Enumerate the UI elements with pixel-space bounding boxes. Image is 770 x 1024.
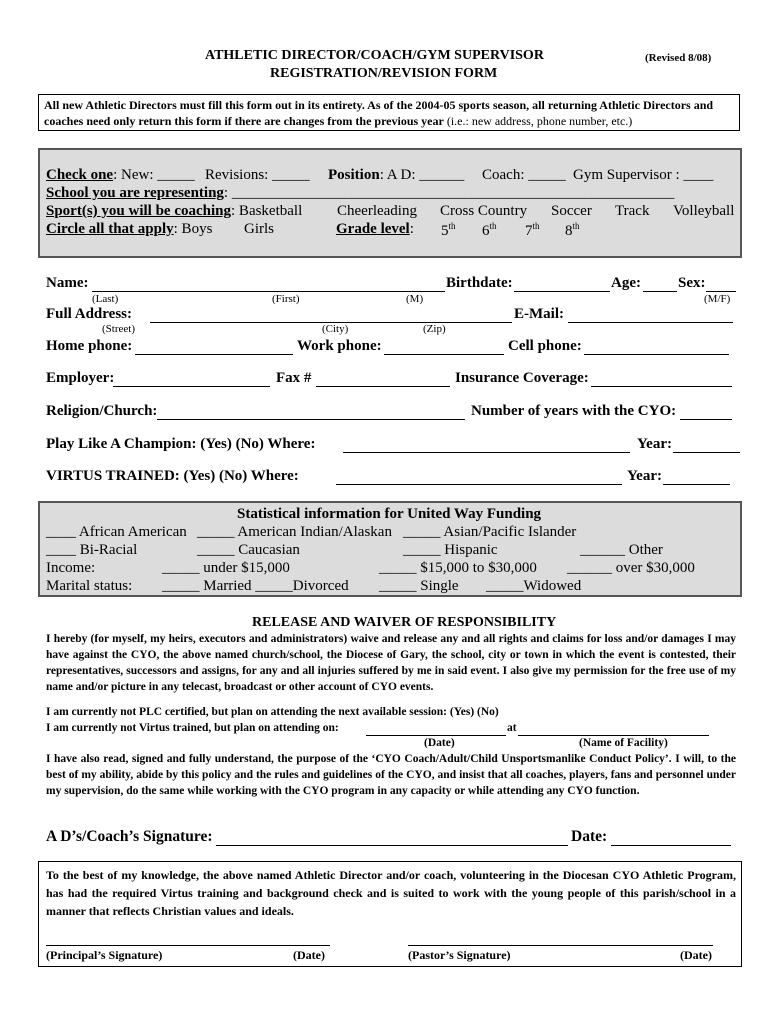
sport-cross-country[interactable]: Cross Country — [440, 203, 528, 219]
work-phone-field[interactable] — [384, 354, 504, 355]
employer-field[interactable] — [113, 386, 270, 387]
income-under-15000[interactable]: _____ under $15,000 — [162, 560, 290, 576]
sport-soccer[interactable]: Soccer — [551, 203, 592, 219]
age-field[interactable] — [643, 291, 677, 292]
at-label: at — [507, 722, 517, 734]
race-other[interactable]: ______ Other — [580, 542, 663, 558]
ad-option[interactable]: : A D: ______ — [379, 167, 465, 183]
work-phone-label: Work phone: — [297, 338, 382, 354]
signature-date-field[interactable] — [611, 845, 731, 846]
signature-label: A D’s/Coach’s Signature: — [46, 828, 213, 845]
notice-plain-text: (i.e.: new address, phone number, etc.) — [443, 114, 633, 128]
years-cyo-field[interactable] — [680, 419, 732, 420]
circle-row — [46, 221, 212, 238]
position-row — [328, 167, 464, 184]
signature-field[interactable] — [216, 845, 568, 846]
grade-7[interactable] — [525, 221, 540, 240]
email-label: E-Mail: — [514, 306, 564, 322]
income-over-30000[interactable]: ______ over $30,000 — [567, 560, 695, 576]
pastor-date-caption: (Date) — [680, 948, 712, 962]
virtus-year-label: Year: — [627, 468, 662, 484]
email-field[interactable] — [568, 322, 733, 323]
grade-6-suffix: th — [489, 221, 497, 231]
approval-text: To the best of my knowledge, the above named Athletic Director and/or coach, volunteering in the Diocesan CYO Athletic Program, has had the required Virtus training and background check and is suited to work with the young people of this parish/school in a manner that reflects Christian values and ideals. — [46, 868, 736, 918]
race-hispanic[interactable]: _____ Hispanic — [403, 542, 498, 558]
gender-girls[interactable]: Girls — [244, 221, 274, 237]
cell-phone-label: Cell phone: — [508, 338, 582, 354]
grade-level-label: Grade level — [336, 221, 410, 237]
new-option[interactable]: : New: _____ — [113, 167, 195, 183]
grade-5[interactable] — [441, 221, 456, 240]
age-label: Age: — [611, 275, 641, 291]
sport-cheerleading[interactable]: Cheerleading — [337, 203, 417, 219]
fax-field[interactable] — [316, 386, 450, 387]
race-caucasian[interactable]: _____ Caucasian — [197, 542, 300, 558]
sex-label: Sex: — [678, 275, 706, 291]
home-phone-label: Home phone: — [46, 338, 133, 354]
birthdate-label: Birthdate: — [446, 275, 513, 291]
facility-field[interactable] — [518, 735, 709, 736]
grade-5-suffix: th — [448, 221, 456, 231]
employer-label: Employer: — [46, 370, 115, 386]
release-title: RELEASE AND WAIVER OF RESPONSIBILITY — [252, 615, 557, 630]
religion-field[interactable] — [157, 419, 465, 420]
coach-option[interactable]: Coach: _____ — [482, 167, 566, 183]
position-label: Position — [328, 167, 380, 183]
school-label: School you are representing — [46, 185, 224, 201]
facility-caption: (Name of Facility) — [579, 737, 668, 749]
sports-label-row — [46, 203, 302, 220]
grade-8[interactable] — [565, 221, 580, 240]
grade-7-number: 7 — [525, 223, 533, 239]
grade-6[interactable] — [482, 221, 497, 240]
notice-text — [44, 97, 734, 129]
form-title: ATHLETIC DIRECTOR/COACH/GYM SUPERVISOR — [205, 48, 544, 63]
revisions-option[interactable]: Revisions: _____ — [205, 167, 310, 183]
virtus-year-field[interactable] — [663, 484, 730, 485]
cell-phone-field[interactable] — [584, 354, 729, 355]
pastor-caption: (Pastor’s Signature) — [408, 948, 511, 962]
zip-caption: (Zip) — [423, 323, 446, 335]
grade-colon: : — [409, 221, 414, 237]
check-one-row — [46, 167, 195, 184]
mf-caption: (M/F) — [704, 293, 731, 305]
sport-track[interactable]: Track — [615, 203, 650, 219]
plac-year-label: Year: — [637, 436, 672, 452]
sports-label: Sport(s) you will be coaching — [46, 203, 232, 219]
virtus-plan-statement: I am currently not Virtus trained, but plan on attending on: — [46, 722, 339, 734]
race-american-indian[interactable]: _____ American Indian/Alaskan — [197, 524, 392, 540]
name-label: Name: — [46, 275, 89, 291]
grade-7-suffix: th — [532, 221, 540, 231]
city-caption: (City) — [322, 323, 349, 335]
plc-statement: I am currently not PLC certified, but plan on attending the next available session: (Yes) (No) — [46, 706, 499, 718]
gym-supervisor-option[interactable]: Gym Supervisor : ____ — [573, 167, 714, 183]
form-subtitle: REGISTRATION/REVISION FORM — [270, 66, 498, 81]
principal-date-caption: (Date) — [293, 948, 325, 962]
address-label: Full Address: — [46, 306, 132, 322]
plac-where-field[interactable] — [343, 452, 630, 453]
grade-8-suffix: th — [572, 221, 580, 231]
revision-date: (Revised 8/08) — [645, 52, 712, 64]
grade-8-number: 8 — [565, 223, 573, 239]
marital-widowed[interactable]: _____Widowed — [486, 578, 582, 594]
policy-paragraph: I have also read, signed and fully understand, the purpose of the ‘CYO Coach/Adult/Child Unsportsmanlike Conduct Policy’. I will, to the best of my ability, abide by this policy and the rules and guidelines of the CYO, and insist that all coaches, players, fans and personnel under my supervision, do the same while working with the CYO program in any capacity or while attending any CYO function. — [46, 753, 736, 797]
gender-boys[interactable]: : Boys — [173, 221, 213, 237]
plac-label: Play Like A Champion: (Yes) (No) Where: — [46, 436, 316, 452]
date-caption: (Date) — [424, 737, 455, 749]
income-label: Income: — [46, 560, 96, 576]
principal-caption: (Principal’s Signature) — [46, 948, 163, 962]
insurance-label: Insurance Coverage: — [455, 370, 589, 386]
name-field[interactable] — [92, 291, 445, 292]
sport-volleyball[interactable]: Volleyball — [673, 203, 735, 219]
statistical-title: Statistical information for United Way Funding — [237, 506, 542, 522]
sex-field[interactable] — [706, 291, 736, 292]
check-one-label: Check one — [46, 167, 114, 183]
insurance-field[interactable] — [591, 386, 732, 387]
release-paragraph: I hereby (for myself, my heirs, executors and administrators) waive and release any and all rights and claims for loss and/or damages I may have against the CYO, the above named church/school, the Diocese of Gary, the school, city or town in which the event is contested, their representatives, successors and assigns, for any and all injuries suffered by me in said event. I also give my permission for the free use of my name and/or picture in any telecast, broadcast or other account of CYO events. — [46, 633, 736, 693]
home-phone-field[interactable] — [135, 354, 293, 355]
school-row — [46, 185, 674, 202]
race-bi-racial[interactable]: ____ Bi-Racial — [46, 542, 138, 558]
marital-single[interactable]: _____ Single — [379, 578, 459, 594]
notice-bold-text: All new Athletic Directors must fill this form out in its entirety. As of the 2004-05 sports season, all returning Athletic Directors and coaches need only return this form if there are changes from the previous year — [44, 98, 714, 128]
notice-box — [38, 94, 740, 131]
street-caption: (Street) — [102, 323, 135, 335]
sport-basketball[interactable]: : Basketball — [231, 203, 303, 219]
virtus-where-field[interactable] — [336, 484, 622, 485]
circle-label: Circle all that apply — [46, 221, 174, 237]
religion-label: Religion/Church: — [46, 403, 158, 419]
grade-6-number: 6 — [482, 223, 490, 239]
virtus-label: VIRTUS TRAINED: (Yes) (No) Where: — [46, 468, 299, 484]
pastor-signature-field[interactable] — [408, 945, 713, 946]
middle-caption: (M) — [406, 293, 424, 305]
race-asian-pacific[interactable]: _____ Asian/Pacific Islander — [403, 524, 577, 540]
last-caption: (Last) — [92, 293, 119, 305]
plac-year-field[interactable] — [673, 452, 740, 453]
school-field[interactable]: : ___________________________________________________________ — [223, 185, 675, 201]
principal-signature-field[interactable] — [46, 945, 330, 946]
grade-5-number: 5 — [441, 223, 449, 239]
years-cyo-label: Number of years with the CYO: — [471, 403, 677, 419]
virtus-plan-date-field[interactable] — [366, 735, 506, 736]
first-caption: (First) — [272, 293, 300, 305]
grade-level-row — [336, 221, 414, 238]
birthdate-field[interactable] — [514, 291, 610, 292]
race-african-american[interactable]: ____ African American — [46, 524, 187, 540]
fax-label: Fax # — [276, 370, 312, 386]
signature-date-label: Date: — [571, 828, 608, 845]
income-15000-30000[interactable]: _____ $15,000 to $30,000 — [379, 560, 537, 576]
marital-label: Marital status: — [46, 578, 133, 594]
marital-married-divorced[interactable]: _____ Married _____Divorced — [162, 578, 349, 594]
